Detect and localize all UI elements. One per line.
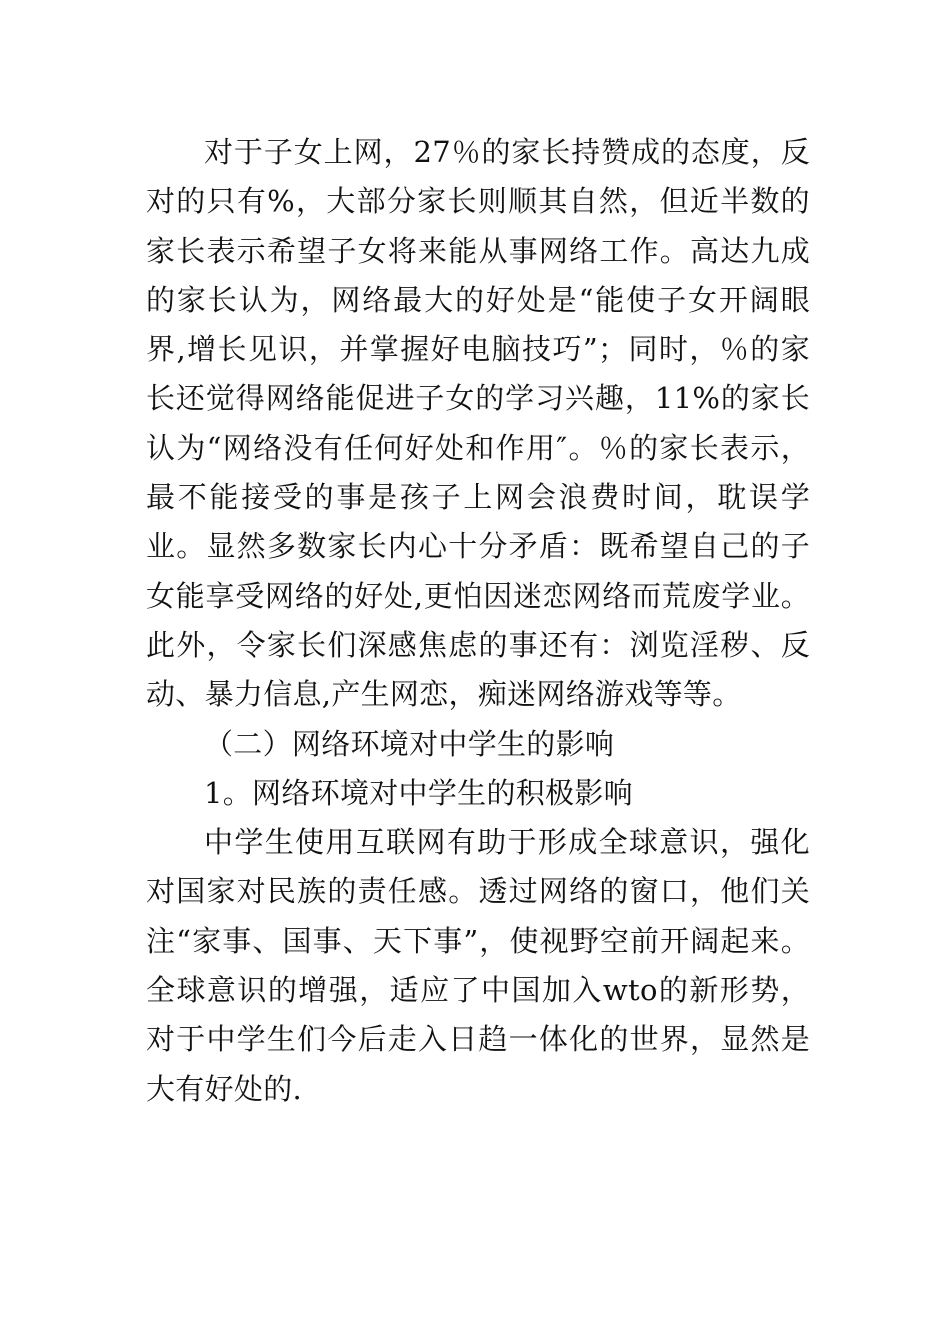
section-heading-network-influence: （二）网络环境对中学生的影响: [204, 726, 615, 761]
document-body: [146, 128, 810, 1114]
subsection-heading-positive-influence: 1。网络环境对中学生的积极影响: [204, 775, 633, 810]
paragraph-global-awareness: 中学生使用互联网有助于形成全球意识，强化对国家对民族的责任感。透过网络的窗口，他们关注“家事、国事、天下事”，使视野空前开阔起来。全球意识的增强，适应了中国加入wto的新形势，对于中学生们今后走入日趋一体化的世界，显然是大有好处的.: [146, 825, 810, 1106]
paragraph-parent-attitudes: 对于子女上网，27％的家长持赞成的态度，反对的只有%，大部分家长则顺其自然，但近半数的家长表示希望子女将来能从事网络工作。高达九成的家长认为，网络最大的好处是“能使子女开阔眼界,增长见识，并掌握好电脑技巧”；同时，％的家长还觉得网络能促进子女的学习兴趣，11%的家长认为“网络没有任何好处和作用″。％的家长表示，最不能接受的事是孩子上网会浪费时间，耽误学业。显然多数家长内心十分矛盾：既希望自己的子女能享受网络的好处,更怕因迷恋网络而荒废学业。此外，令家长们深感焦虑的事还有：浏览淫秽、反动、暴力信息,产生网恋，痴迷网络游戏等等。: [146, 135, 810, 712]
